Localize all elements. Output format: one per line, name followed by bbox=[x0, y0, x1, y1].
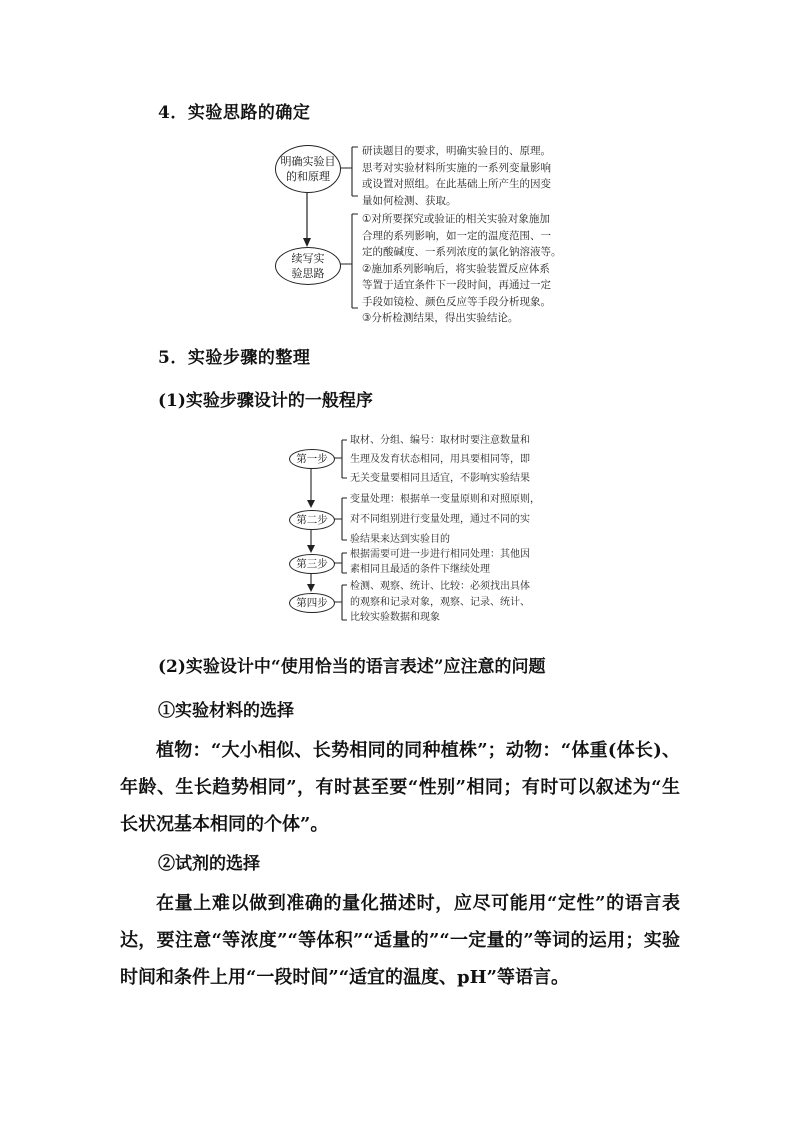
step-4-node: 第四步 bbox=[289, 593, 335, 613]
node-text-line: 验思路 bbox=[291, 267, 325, 280]
text-line: 或设置对照组。在此基础上所产生的因变 bbox=[362, 178, 551, 190]
text-line: 无关变量要相同且适宜，不影响实验结果 bbox=[350, 473, 530, 484]
step-2-text bbox=[350, 490, 560, 550]
text-line: 等置于适宜条件下一段时间，再通过一定 bbox=[362, 279, 551, 291]
text-line: 手段如镜检、颜色反应等手段分析现象。 bbox=[362, 295, 551, 308]
subheading-procedure: (1)实验步骤设计的一般程序 bbox=[158, 391, 373, 411]
text-line: 定的酸碱度、一系列浓度的氯化钠溶液等。 bbox=[362, 246, 562, 258]
step-1-text bbox=[350, 431, 560, 488]
item-2-title: ②试剂的选择 bbox=[158, 854, 260, 874]
text-line: 生理及发育状态相同，用具要相同等，即 bbox=[350, 454, 530, 465]
text-line: 检测、观察、统计、比较：必须找出具体 bbox=[350, 581, 530, 592]
text-line: 量如何检测、获取。 bbox=[362, 194, 457, 207]
step-1-node: 第一步 bbox=[289, 449, 335, 469]
item-1-paragraph: 植物：“大小相似、长势相同的同种植株”；动物：“体重(体长)、年龄、生长趋势相同”，有时甚至要“性别”相同；有时可以叙述为“生长状况基本相同的个体”。 bbox=[120, 740, 680, 835]
section-4-heading: 4．实验思路的确定 bbox=[158, 103, 311, 123]
step-3-node: 第三步 bbox=[289, 554, 335, 574]
text-line: 根据需要可进一步进行相同处理：其他因 bbox=[350, 549, 530, 560]
node-text-line: 的和原理 bbox=[286, 170, 330, 183]
section-5-heading: 5．实验步骤的整理 bbox=[158, 348, 311, 368]
step-3-text bbox=[350, 547, 560, 577]
item-2-paragraph: 在量上难以做到准确的量化描述时，应尽可能用“定性”的语言表达，要注意“等浓度”“等体积”“适量的”“一定量的”等词的运用；实验时间和条件上用“一段时间”“适宜的温度、pH”等语言。 bbox=[120, 893, 680, 988]
text-line: 的观察和记录对象，观察、记录、统计、 bbox=[350, 596, 530, 608]
text-line: ③分析检测结果，得出实验结论。 bbox=[362, 312, 519, 324]
text-line: ②施加系列影响后，将实验装置反应体系 bbox=[362, 262, 550, 275]
text-line: 思考对实验材料所实施的一系列变量影响 bbox=[362, 161, 551, 174]
subheading-language: (2)实验设计中“使用恰当的语言表述”应注意的问题 bbox=[158, 657, 546, 677]
item-1-title: ①实验材料的选择 bbox=[158, 701, 294, 721]
text-line: 研读题目的要求，明确实验目的、原理。 bbox=[362, 145, 551, 157]
text-line: 变量处理：根据单一变量原则和对照原则， bbox=[350, 494, 540, 505]
text-line: ①对所要探究或验证的相关实验对象施加 bbox=[362, 213, 550, 225]
text-line: 比较实验数据和现象 bbox=[350, 612, 440, 623]
text-line: 验结果来达到实验目的 bbox=[350, 534, 450, 545]
node-text-line: 明确实验目 bbox=[280, 155, 336, 168]
step-4-text bbox=[350, 579, 560, 626]
text-line: 合理的系列影响，如一定的温度范围、一 bbox=[362, 229, 551, 242]
text-line: 对不同组别进行变量处理，通过不同的实 bbox=[350, 514, 530, 525]
text-line: 素相同且最适的条件下继续处理 bbox=[350, 564, 490, 575]
node-text-line: 续写实 bbox=[291, 252, 325, 265]
text-line: 取材、分组、编号：取材时要注意数量和 bbox=[350, 435, 530, 446]
step-2-node: 第二步 bbox=[289, 510, 335, 530]
